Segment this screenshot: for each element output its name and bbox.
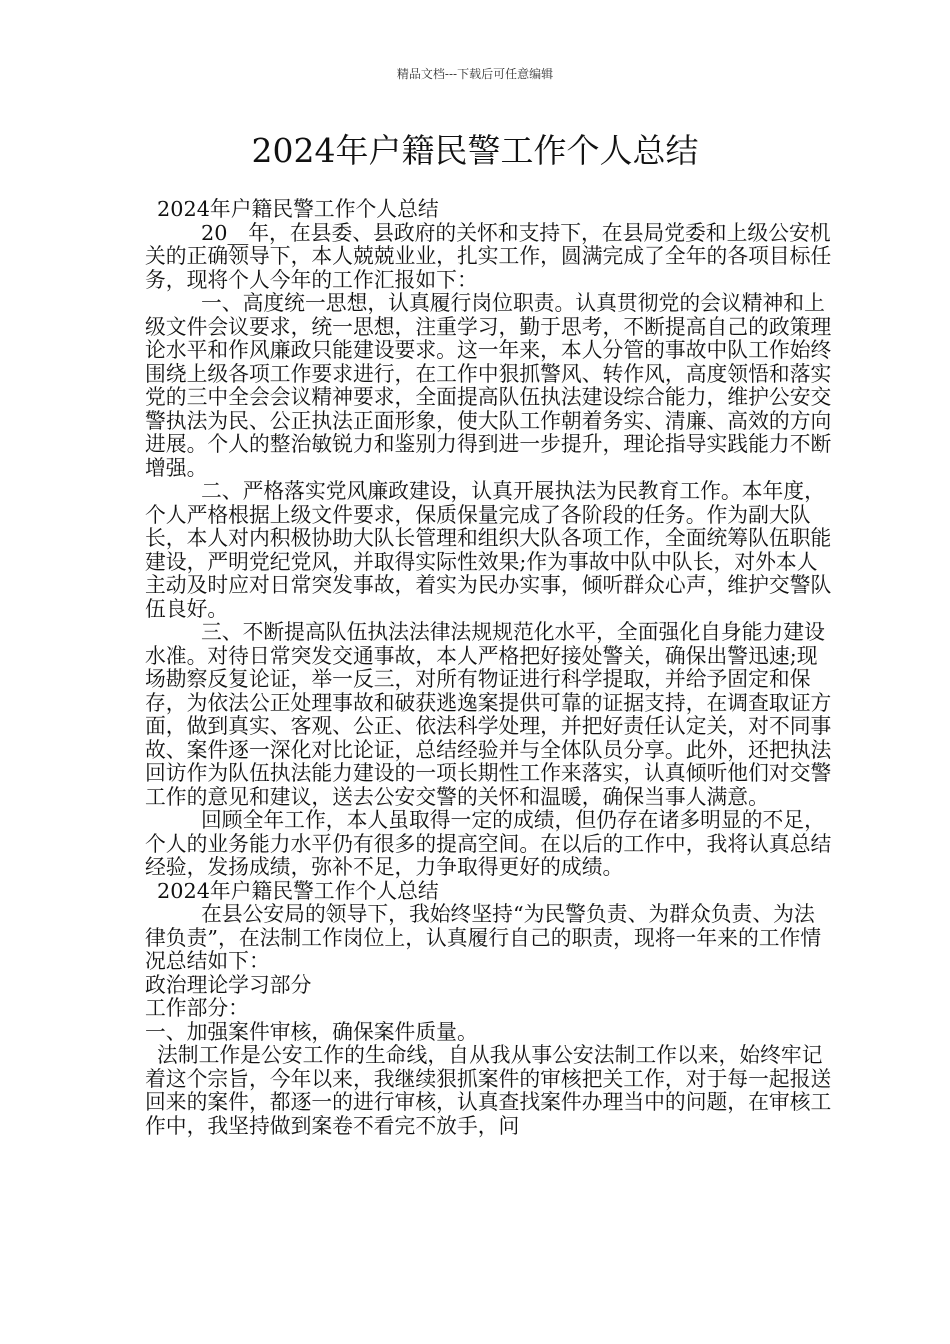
- paragraph: 20__年，在县委、县政府的关怀和支持下，在县局党委和上级公安机关的正确领导下，本人兢兢业业，扎实工作，圆满完成了全年的各项目标任务，现将个人今年的工作汇报如下：: [145, 220, 832, 292]
- section-heading: 2024年户籍民警工作个人总结: [157, 878, 439, 903]
- paragraph: 二、严格落实党风廉政建设，认真开展执法为民教育工作。本年度，个人严格根据上级文件要求，保质保量完成了各阶段的任务。作为副大队长，本人对内积极协助大队长管理和组织大队各项工作，全面统筹队伍职能建设，严明党纪党风，并取得实际性效果;作为事故中队中队长，对外本人主动及时应对日常突发事故，着实为民办实事，倾听群众心声，维护交警队伍良好。: [145, 479, 832, 621]
- header-note: 精品文档---下载后可任意编辑: [396, 67, 554, 81]
- subheading: 工作部分：: [145, 996, 249, 1020]
- document-body: [145, 198, 835, 1138]
- paragraph: 回顾全年工作，本人虽取得一定的成绩，但仍存在诸多明显的不足，个人的业务能力水平仍有很多的提高空间。在以后的工作中，我将认真总结经验，发扬成绩，弥补不足，力争取得更好的成绩。: [145, 808, 832, 879]
- subheading: 一、加强案件审核，确保案件质量。: [145, 1019, 478, 1044]
- subheading: 政治理论学习部分: [145, 972, 312, 997]
- paragraph: 三、不断提高队伍执法法律法规规范化水平，全面强化自身能力建设水准。对待日常突发交通事故，本人严格把好接处警关，确保出警迅速;现场勘察反复论证，举一反三，对所有物证进行科学提取，并给予固定和保存，为依法公正处理事故和破获逃逸案提供可靠的证据支持，在调查取证方面，做到真实、客观、公正、依法科学处理，并把好责任认定关，对不同事故、案件逐一深化对比论证，总结经验并与全体队员分享。此外，还把执法回访作为队伍执法能力建设的一项长期性工作来落实，认真倾听他们对交警工作的意见和建议，送去公安交警的关怀和温暖，确保当事人满意。: [145, 620, 832, 809]
- paragraph: 一、高度统一思想，认真履行岗位职责。认真贯彻党的会议精神和上级文件会议要求，统一思想，注重学习，勤于思考，不断提高自己的政策理论水平和作风廉政只能建设要求。这一年来，本人分管的事故中队工作始终围绕上级各项工作要求进行，在工作中狠抓警风、转作风，高度领悟和落实党的三中全会会议精神要求，全面提高队伍执法建设综合能力，维护公安交警执法为民、公正执法正面形象，使大队工作朝着务实、清廉、高效的方向进展。个人的整治敏锐力和鉴别力得到进一步提升，理论指导实践能力不断增强。: [145, 291, 832, 480]
- section-heading: 2024年户籍民警工作个人总结: [157, 197, 439, 221]
- paragraph: 在县公安局的领导下，我始终坚持“为民警负责、为群众负责、为法律负责”，在法制工作岗位上，认真履行自己的职责，现将一年来的工作情况总结如下：: [145, 902, 822, 973]
- paragraph: 法制工作是公安工作的生命线，自从我从事公安法制工作以来，始终牢记着这个宗旨，今年以来，我继续狠抓案件的审核把关工作，对于每一起报送回来的案件，都逐一的进行审核，认真查找案件办理当中的问题，在审核工作中，我坚持做到案卷不看完不放手，问: [145, 1043, 832, 1138]
- document-title: 2024年户籍民警工作个人总结: [251, 131, 699, 170]
